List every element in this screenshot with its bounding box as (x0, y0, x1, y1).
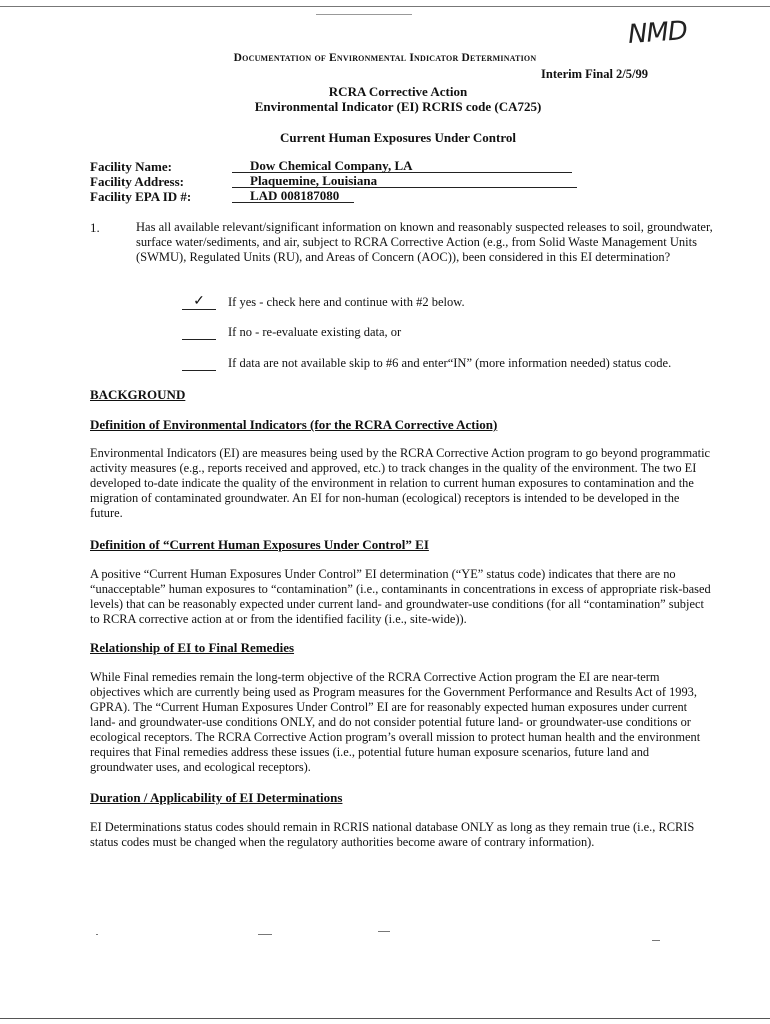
option-yes-label: If yes - check here and continue with #2 below. (228, 295, 465, 309)
interim-date: Interim Final 2/5/99 (541, 67, 648, 81)
duration-text: EI Determinations status codes should remain in RCRIS national database ONLY as long as they remain true (i.e., RCRIS status codes must be changed when the regulatory authorities become aware of contrary information). (90, 820, 695, 849)
option-no-label: If no - re-evaluate existing data, or (228, 325, 402, 339)
document-title: Documentation of Environmental Indicator Determination (233, 52, 537, 64)
facility-name-label: Facility Name: (90, 159, 172, 174)
scan-speck (378, 931, 390, 932)
facility-address-label: Facility Address: (90, 174, 185, 189)
facility-address-value: Plaquemine, Louisiana (232, 173, 577, 188)
program-title: RCRA Corrective Action (328, 84, 468, 99)
scan-bottom-line (0, 1018, 770, 1019)
duration-heading: Duration / Applicability of EI Determinations (90, 790, 343, 805)
question-text: Has all available relevant/significant information on known and reasonably suspected releases to soil, groundwater, surface water/sediments, and air, subject to RCRA Corrective Action (e.g., from Solid Waste Management Units (SWMU), Regulated Units (RU), and Areas of Concern (AOC)), been considered in this EI determination? (136, 220, 713, 264)
checkmark-blank: ✓ (182, 296, 216, 310)
final-remedies-heading: Relationship of EI to Final Remedies (90, 640, 295, 655)
question-number: 1. (90, 220, 100, 235)
scan-speck (258, 934, 272, 935)
facility-epa-value: LAD 008187080 (232, 188, 354, 203)
handwritten-initials: NMD (627, 15, 688, 51)
scan-speck (652, 940, 660, 941)
scan-top-line (0, 6, 770, 7)
ei-code-line: Environmental Indicator (EI) RCRIS code (CA725) (254, 99, 542, 114)
subject-title: Current Human Exposures Under Control (280, 130, 516, 145)
human-exposure-heading: Definition of “Current Human Exposures Under Control” EI (90, 537, 429, 552)
option-na-blank (182, 357, 216, 371)
ei-definition-text: Environmental Indicators (EI) are measures being used by the RCRA Corrective Action program to go beyond programmatic activity measures (e.g., reports received and approved, etc.) to track changes in the quality of the environment. The two EI developed to-date indicate the quality of the environment in relation to current human exposures to contamination and the migration of contaminated groundwater. An EI for non-human (ecological) receptors is intended to be developed in the future. (90, 446, 711, 520)
facility-epa-label: Facility EPA ID #: (90, 189, 192, 204)
human-exposure-text: A positive “Current Human Exposures Under Control” EI determination (“YE” status code) indicates that there are no “unacceptable” human exposures to “contamination” (i.e., contaminants in concentrations in excess of appropriate risk-based levels) that can be reasonably expected under current land- and groundwater-use conditions (for all “contamination” subject to RCRA corrective action at or from the identified facility (i.e., site-wide)). (90, 567, 711, 626)
option-yes (182, 295, 465, 310)
background-heading: BACKGROUND (90, 387, 186, 402)
option-no (182, 325, 401, 340)
scan-speck (96, 934, 98, 935)
ei-definition-heading: Definition of Environmental Indicators (for the RCRA Corrective Action) (90, 417, 498, 432)
facility-name-value: Dow Chemical Company, LA (232, 158, 572, 173)
option-na (182, 356, 671, 371)
scan-top-mark (316, 14, 412, 15)
option-no-blank (182, 326, 216, 340)
final-remedies-text: While Final remedies remain the long-term objective of the RCRA Corrective Action program the EI are near-term objectives which are currently being used as Program measures for the Government Performance and Results Act of 1993, GPRA). The “Current Human Exposures Under Control” EI are for reasonably expected human exposures under current land- and groundwater-use conditions ONLY, and do not consider potential future land- or groundwater-use conditions or ecological receptors. The RCRA Corrective Action program’s overall mission to protect human health and the environment requires that Final remedies address these issues (i.e., potential future human exposure scenarios, future land and groundwater uses, and ecological receptors). (90, 670, 701, 774)
option-na-label: If data are not available skip to #6 and enter“IN” (more information needed) status code. (228, 356, 672, 370)
